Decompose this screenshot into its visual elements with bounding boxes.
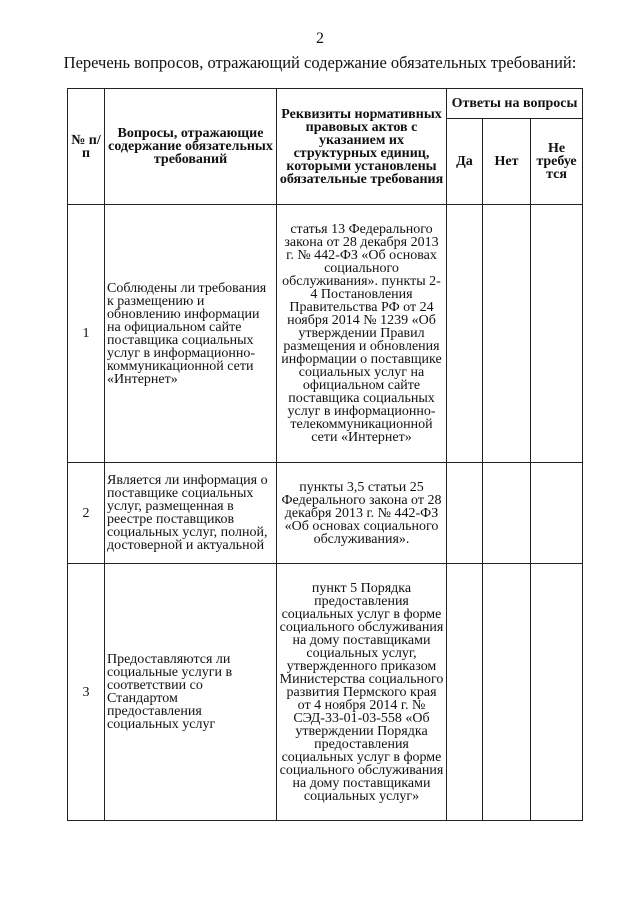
- answer-not-required-cell: [531, 205, 583, 463]
- header-answers: Ответы на вопросы: [447, 89, 583, 119]
- row-requisites: пункты 3,5 статьи 25 Федерального закона от 28 декабря 2013 г. № 442-ФЗ «Об основах социального обслуживания».: [277, 463, 447, 564]
- row-question: Соблюдены ли требования к размещению и обновлению информации на официальном сайте поставщика социальных услуг в информационно-коммуникационной сети «Интернет»: [105, 205, 277, 463]
- row-number: 1: [68, 205, 105, 463]
- page-heading: Перечень вопросов, отражающий содержание обязательных требований:: [63, 53, 577, 72]
- table-row: [68, 463, 583, 564]
- page-number: 2: [316, 30, 324, 47]
- header-question: Вопросы, отражающие содержание обязательных требований: [105, 89, 277, 205]
- header-no: Нет: [483, 119, 531, 205]
- answer-not-required-cell: [531, 564, 583, 821]
- table-header-row: [68, 89, 583, 119]
- answer-no-cell: [483, 463, 531, 564]
- header-yes: Да: [447, 119, 483, 205]
- answer-yes-cell: [447, 564, 483, 821]
- table-row: [68, 205, 583, 463]
- row-number: 3: [68, 564, 105, 821]
- row-question: Предоставляются ли социальные услуги в соответствии со Стандартом предоставления социальных услуг: [105, 564, 277, 821]
- row-question: Является ли информация о поставщике социальных услуг, размещенная в реестре поставщиков социальных услуг, полной, достоверной и актуальной: [105, 463, 277, 564]
- header-requisites: Реквизиты нормативных правовых актов с указанием их структурных единиц, которыми установлены обязательные требования: [277, 89, 447, 205]
- answer-yes-cell: [447, 205, 483, 463]
- answer-yes-cell: [447, 463, 483, 564]
- answer-no-cell: [483, 564, 531, 821]
- answer-not-required-cell: [531, 463, 583, 564]
- row-requisites: статья 13 Федерального закона от 28 декабря 2013 г. № 442-ФЗ «Об основах социального обслуживания». пункты 2-4 Постановления Правительства РФ от 24 ноября 2014 № 1239 «Об утверждении Правил размещения и обновления информации о поставщике социальных услуг на официальном сайте поставщика социальных услуг в информационно-телекоммуникационной сети «Интернет»: [277, 205, 447, 463]
- row-requisites: пункт 5 Порядка предоставления социальных услуг в форме социального обслуживания на дому поставщиками социальных услуг, утвержденного приказом Министерства социального развития Пермского края от 4 ноября 2014 г. № СЭД-33-01-03-558 «Об утверждении Порядка предоставления социальных услуг в форме социального обслуживания на дому поставщиками социальных услуг»: [277, 564, 447, 821]
- header-not-required: Не требуе тся: [531, 119, 583, 205]
- row-number: 2: [68, 463, 105, 564]
- header-num: № п/ п: [68, 89, 105, 205]
- requirements-table: [67, 88, 583, 821]
- table-row: [68, 564, 583, 821]
- answer-no-cell: [483, 205, 531, 463]
